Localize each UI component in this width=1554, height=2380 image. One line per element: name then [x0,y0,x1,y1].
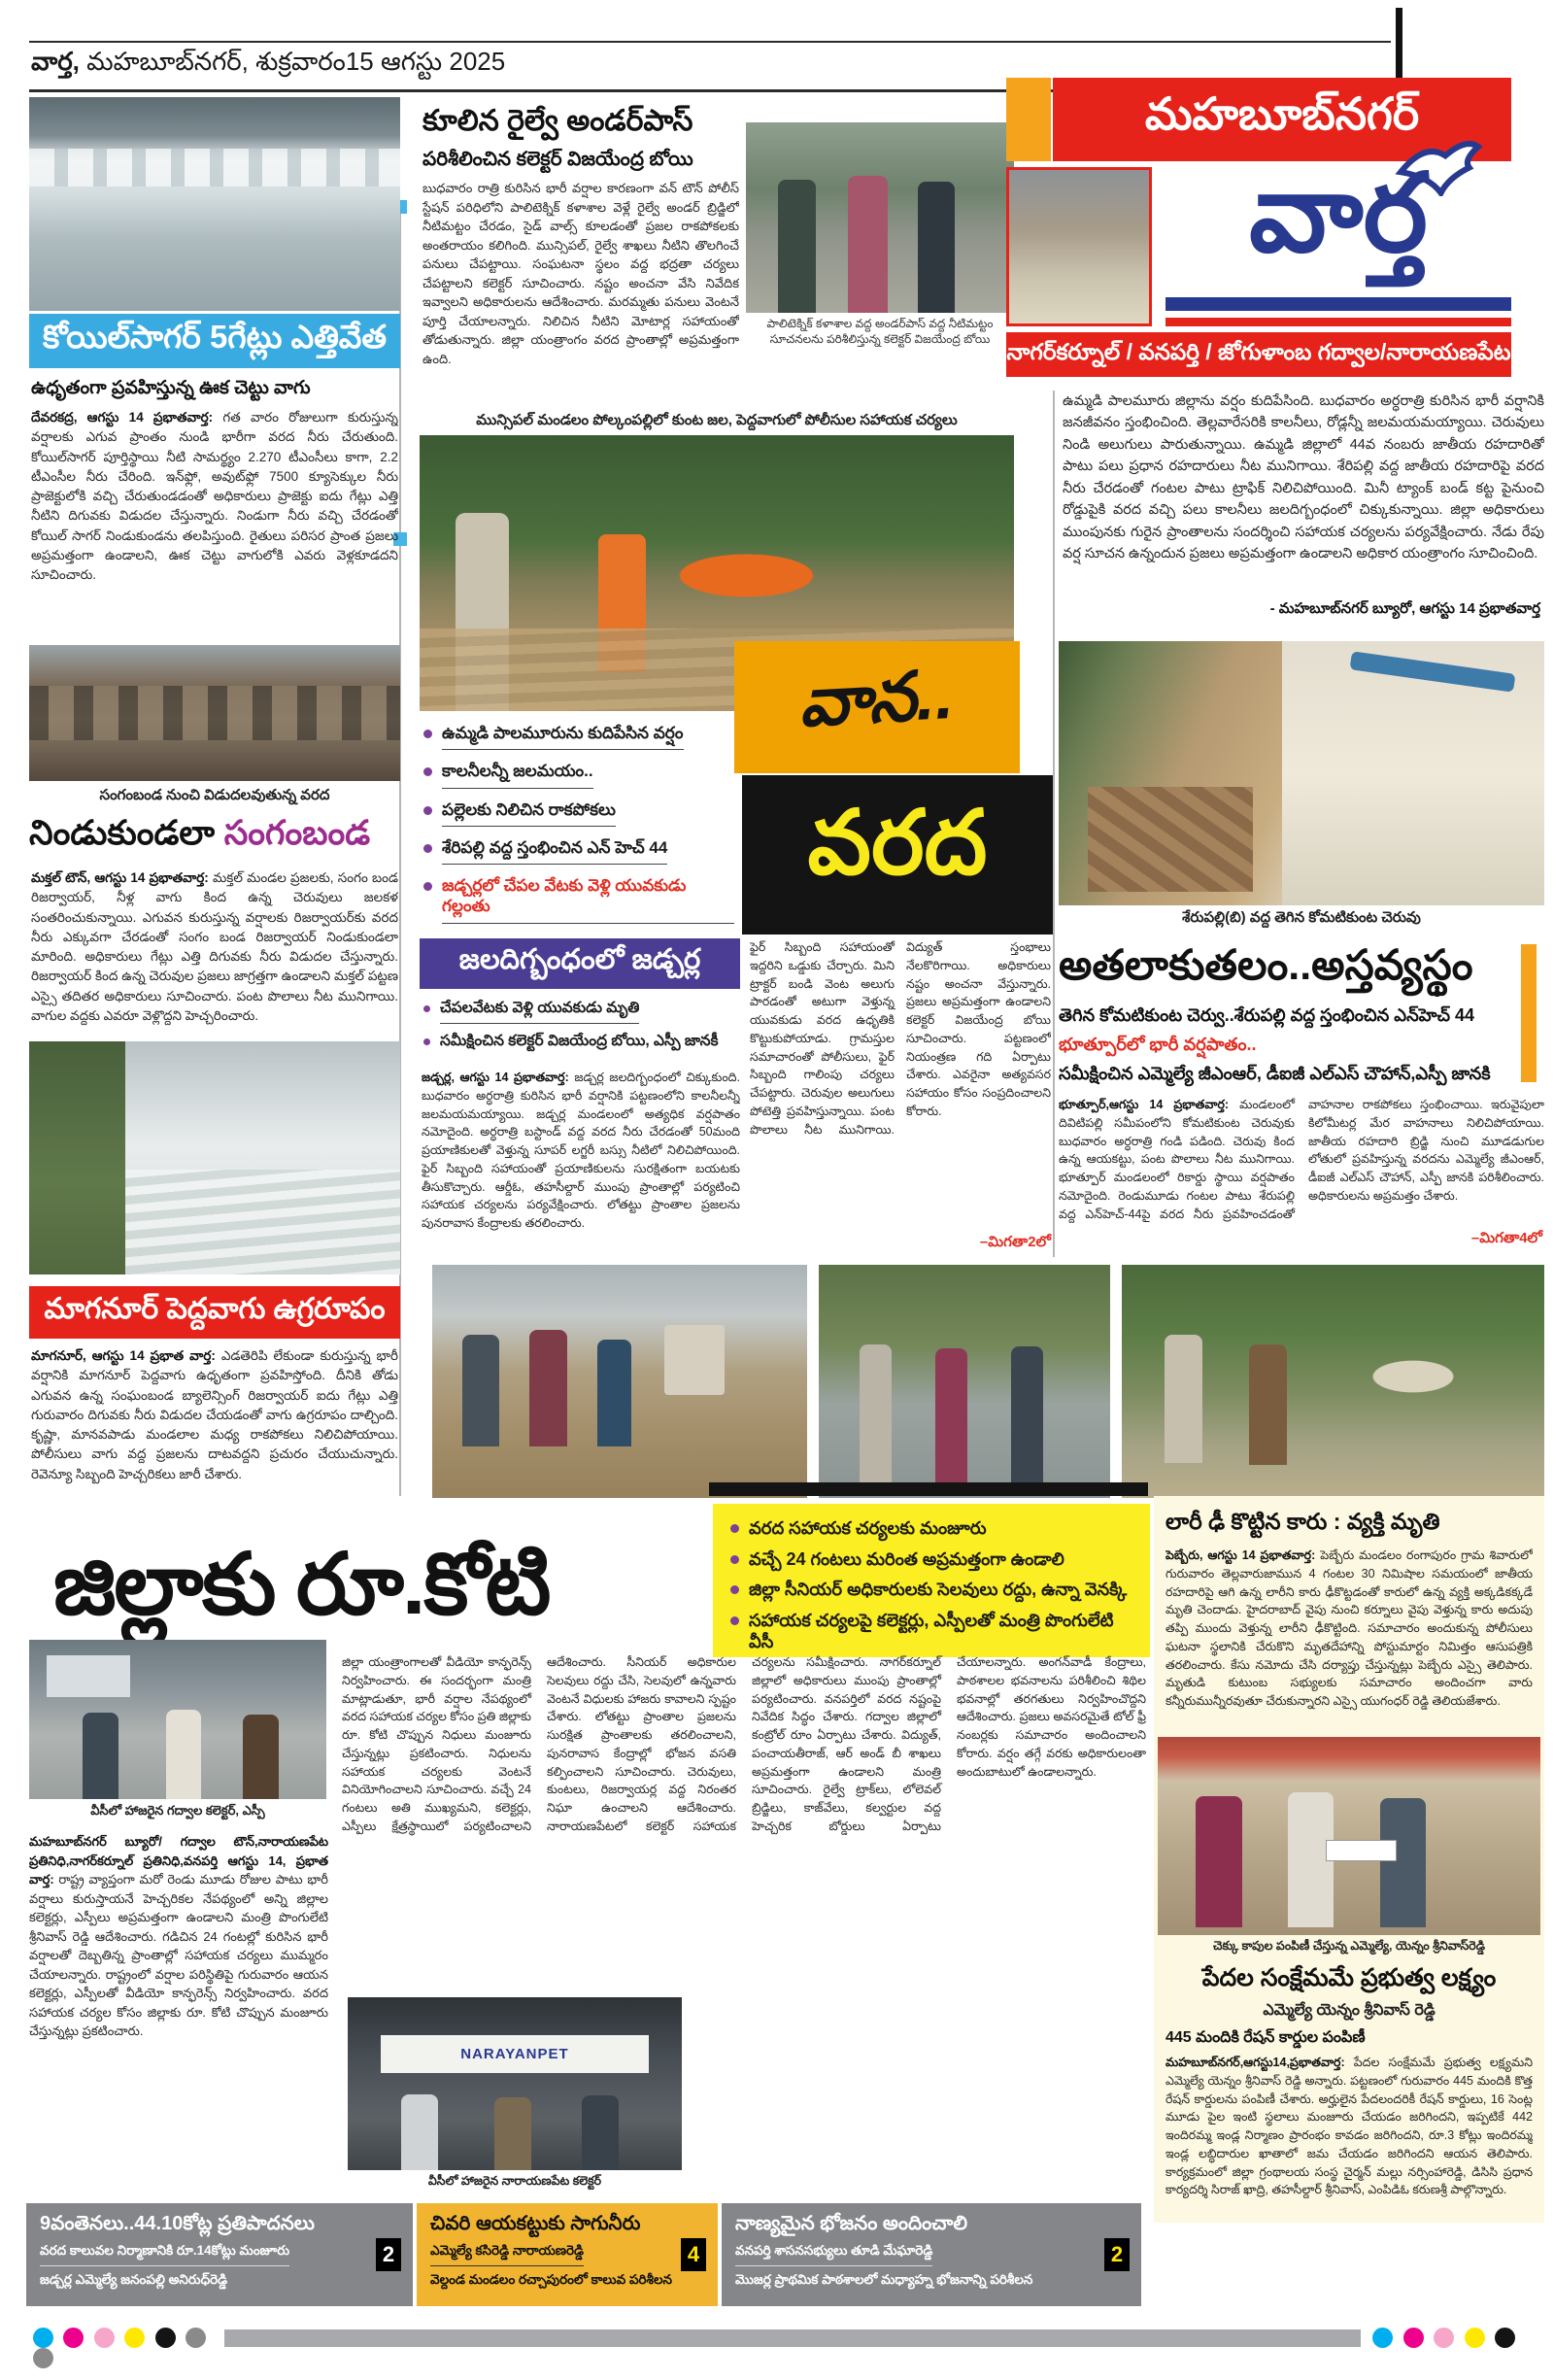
river-bank-foliage [29,1041,125,1275]
eroded-bund [1088,787,1253,893]
dam-gates-spray [29,149,400,187]
koyilsagar-headline: కోయిల్‌సాగర్ 5గేట్లు ఎత్తివేత [29,314,400,368]
registration-bar [224,2329,1361,2347]
masthead-orange-block [1006,78,1051,161]
koyilsagar-body: దేవరకద్ర, ఆగస్టు 14 ప్రభాతవార్త: గత వారం రోజులుగా కురుస్తున్న వర్షాలకు ఎగువ ప్రాంతం నుండి భారీగా వరద నీరు చేరుతుంది. కోయిల్‌సాగర్ పూర్తిస్థాయి నీటి సామర్థ్యం 2.270 టీఎంసీలు కాగా, 2.2 టీఎంసీల నీరు చేరింది. ఇన్‌ఫ్లో, అవుట్‌ఫ్లో 7500 క్యూసెక్కుల నీరు ప్రాజెక్టులోకి వచ్చి చేరుతుండడంతో అధికారులు ప్రాజెక్టు ఐదు గేట్లు ఎత్తి నీటిని దిగువకు విడుదల చేస్తున్నారు. నిండుగా నీరు వచ్చి చేరడంతో కోయిల్ సాగర్ నిండుకుండను తలపిస్తుంది. రైతులు పరిసర ప్రాంత ప్రజలు అప్రమత్తంగా ఉండాలని, ఊక చెట్టు వాగులోకి ఎవరు వెళ్లకూడదని సూచించారు. [31,410,398,582]
list-item: శేరిపల్లి వద్ద స్తంభించిన ఎన్ హెచ్ 44 [422,837,734,865]
continuation-marker: –మిగతా4లో [1470,1230,1542,1246]
gray-dot-icon [186,2328,206,2348]
list-item: సమీక్షించిన కలెక్టర్ విజయేంద్ర బోయి, ఎస్పీ జానకీ [422,1032,740,1056]
district-lead-body: ఉమ్మడి పాలమూరు జిల్లాను వర్షం కుదిపేసింది. బుధవారం అర్ధరాత్రి కురిసిన భారీ వర్షానికి జనజీవనం స్తంభించింది. తెల్లవారేసరికి కాలనీలు, రోడ్లన్నీ జలమయమయ్యాయి. చెరువులు నిండి అలుగులు పారుతున్నాయి. ఉమ్మడి జిల్లాలో 44వ నంబరు జాతీయ రహదారితో పాటు పలు ప్రధాన రహదారులు నీట మునిగాయి. శేరిపల్లి వద్ద జాతీయ రహదారిపై వరద నీరు చేరడంతో గంటల పాటు ట్రాఫిక్ నిలిచిపోయింది. మినీ ట్యాంక్ బండ్ కట్ట పైనుంచి రోడ్డుపైకి వరద వచ్చి పలు కాలనీలు జలదిగ్బంధంలో చిక్కుకున్నాయి. జిల్లా అధికారులు ముంపునకు గురైన ప్రాంతాలను సందర్శించి సహాయక చర్యలను పర్యవేక్షించారు. నేడు రేపు వర్ష సూచన ఉన్నందున ప్రజలు అప్రమత్తంగా ఉండాలని అధికార యంత్రాంగం సూచించింది. [1063,393,1544,562]
atalakutalam-subhead-1: తెగిన కోమటికుంట చెర్వు..శేరుపల్లి వద్ద స్తంభించిన ఎన్‌హెచ్ 44 [1059,1005,1475,1025]
strip-title: నాణ్యమైన భోజనం అందించాలి [735,2213,968,2234]
screen-panel [47,1655,130,1697]
koyilsagar-dateline: దేవరకద్ర, ఆగస్టు 14 ప్రభాతవార్త: [31,410,214,425]
masthead-district: మహబూబ్‌నగర్ [1053,78,1511,161]
officer-figure [243,1715,279,1799]
bullet-dot-icon [423,1038,430,1045]
brand-logo-text: వార్త [1249,153,1428,274]
officer-figure [494,2097,531,2170]
flood-river-photo [29,1041,400,1275]
officials-road-photo [819,1265,1110,1498]
bullet-dot-icon [423,1005,430,1012]
sangambanda-headline: నిండుకుండలా సంగంబండ [29,814,371,852]
bullet-dot-icon [730,1555,739,1564]
cyan-dot-icon [1372,2328,1393,2348]
strip-line: వెల్దండ మండలం రచ్చాపురంలో కాలువ పరిశీలన [430,2272,673,2287]
page-ref-badge: 2 [376,2238,401,2271]
strip-box-bridges [26,2203,413,2306]
collector-figure [166,1710,202,1799]
strip-box-irrigation [417,2203,718,2306]
bullet-dot-icon [730,1524,739,1533]
koyilsagar-dam-photo [29,97,400,311]
black-dot-icon [155,2328,176,2348]
continuation-marker: –మిగతా2లో [979,1234,1051,1250]
sangambanda-dateline: మక్తల్ టౌన్, ఆగస్టు 14 ప్రభాతవార్త: [31,870,209,885]
masthead-dam-thumbnail [1006,167,1152,326]
list-item: చేపలవేటకు వెళ్లి యువకుడు మృతి [422,999,740,1024]
black-dot-icon [1495,2328,1515,2348]
list-item: సహాయక చర్యలపై కలెక్టర్లు, ఎస్పీలతో మంత్రి పొంగులేటి వీసీ [728,1610,1134,1653]
person-figure [1249,1344,1287,1466]
jadcherla-bullets [422,999,740,1061]
breached-tank-caption: శేరుపల్లి(బి) వద్ద తెగిన కోమటికుంట చెరువు [1182,909,1421,926]
section-divider-bar [709,1482,1148,1496]
atalakutalam-subhead-2: భూత్పూర్‌లో భారీ వర్షపాతం.. [1059,1035,1257,1054]
lead-bullet-list [422,723,734,933]
list-item: పల్లెలకు నిలిచిన రాకపోకలు [422,799,734,827]
jadcherla-overflow-columns: ఫైర్ సిబ్బంది సహాయంతో ఇద్దరిని ఒడ్డుకు చేర్చారు. మిని ట్రాక్టర్ బండి వెంట అలుగు పారడంతో అటుగా వెళ్తున్న యువకుడు వరద ఉధృతికి కొట్టుకుపోయాడు. గ్రామస్తుల సమాచారంతో పోలీసులు, ఫైర్ సిబ్బంది గాలింపు చర్యలు చేపట్టారు. చెరువుల అలుగులు పోటెత్తి ప్రవహిస్తున్నాయి. పంట పొలాలు నీట మునిగాయి. విద్యుత్ స్తంభాలు నేలకొరిగాయి. అధికారులు నష్టం అంచనా వేస్తున్నారు. ప్రజలు అప్రమత్తంగా ఉండాలని కలెక్టర్ విజయేంద్ర బోయి సూచించారు. పట్టణంలో నియంత్రణ గది ఏర్పాటు చేశారు. ఎవరైనా అత్యవసర సహాయం కోసం సంప్రదించాలని కోరారు. [750,940,1051,1137]
masthead-regions: నాగర్‌కర్నూల్ / వనపర్తి / జోగుళాంబ గద్వాల/నారాయణపేట [1006,332,1511,377]
welfare-dateline: మహబూబ్‌నగర్,ఆగస్టు14,ప్రభాతవార్త: [1166,2056,1345,2069]
atalakutalam-headline: అతలాకుతలం..అస్తవ్యస్థం [1059,942,1473,989]
crore-headline: జిల్లాకు రూ.కోటి [53,1536,550,1632]
logo-underline-red [1166,318,1511,326]
edition-brand: వార్త, [31,47,80,76]
bullet-dot-icon [730,1616,739,1625]
gray-dot-icon [33,2348,53,2368]
underpass-subhead: పరిశీలించిన కలెక్టర్ విజయేంద్ర బోయి [422,149,693,170]
officer-figure [582,2095,619,2170]
welfare-subhead: ఎమ్మెల్యే యెన్నం శ్రీనివాస్ రెడ్డి [1263,2002,1436,2019]
lead-headline-top: వాన.. [796,656,957,741]
officer-figure [83,1713,118,1799]
banner-text: NARAYANPET [381,2035,648,2073]
lead-headline-bottom: వరద [807,794,988,893]
list-item: ఉమ్మడి పాలమూరును కుదిపేసిన వర్షం [422,723,734,750]
person-figure [1196,1796,1241,1927]
page-number [1396,8,1402,82]
strip-line: మొజర్ల ప్రాథమిక పాఠశాలలో మధ్యాహ్న భోజనాన్ని పరిశీలన [735,2272,1033,2287]
bullet-dot-icon [423,730,432,738]
strip-box-meals [722,2203,1141,2306]
pink-dot-icon [1434,2328,1454,2348]
edition-line [31,47,1002,85]
person-figure [778,180,816,313]
white-water [125,1170,400,1275]
cheque-photo-caption: చెక్కు కాపుల పంపిణీ చేస్తున్న ఎమ్మెల్యే, యెన్నం శ్రీనివాస్‌రెడ్డి [1213,1939,1485,1953]
magenta-dot-icon [1403,2328,1424,2348]
narayanpet-vc-photo [348,1997,682,2170]
strip-line: జడ్చర్ల ఎమ్మెల్యే జనంపల్లి అనిరుధ్‌రెడ్డి [40,2272,228,2287]
lorry-body: పెబ్బేరు, ఆగస్టు 14 ప్రభాతవార్త: పెబ్బేరు మండలం రంగాపురం గ్రామ శివారులో గురువారం తెల్లవారుజామున 4 గంటల 30 నిమిషాల సమయంలో జాతీయ రహదారిపై ఆగి ఉన్న లారీని కారు ఢీకొట్టడంతో కారులో ఉన్న వ్యక్తి అక్కడికక్కడే మృతి చెందాడు. హైదరాబాద్ వైపు నుంచి కర్నూలు వైపు వెళ్తున్న కారు అదుపు తప్పి ముందు వెళ్తున్న లారీని ఢీకొట్టింది. సమాచారం అందుకున్న పోలీసులు ఘటనా స్థలానికి చేరుకొని మృతదేహాన్ని పోస్టుమార్టం నిమిత్తం ఆసుపత్రికి తరలించారు. కేసు నమోదు చేసి దర్యాప్తు చేస్తున్నట్లు పెబ్బేరు ఎస్సై తెలిపారు. మృతుడి కుటుంబ సభ్యులకు సమాచారం అందించగా వారు కన్నీరుమున్నీరవుతూ చేరుకున్నారని ఎస్సై యుగంధర్ రెడ్డి తెలియజేశారు. [1166,1548,1533,1708]
person-figure [918,182,956,313]
maganur-body: మాగనూర్, ఆగస్టు 14 ప్రభాత వార్త: ఎడతెరిపి లేకుండా కురుస్తున్న భారీ వర్షానికి మాగనూర్ పెద్దవాగు ఉధృతంగా ప్రవహిస్తోంది. దీనికి తోడు ఎగువన ఉన్న సంఘంబండ బ్యాలెన్సింగ్ రిజర్వాయర్ ఐదు గేట్లు ఎత్తి గురువారం దిగువకు నీరు విడుదల చేయడంతో వాగు ఉగ్రరూపం దాల్చింది. కృష్ణా, మానవపాడు మండలాల మధ్య రాకపోకలు నిలిచిపోయాయి. పోలీసులు వాగు వద్ద ప్రజలను దాటవద్దని ప్రచురం చేయుచున్నారు. రెవెన్యూ సిబ్బంది హెచ్చరికలు జారీ చేశారు. [31,1348,398,1481]
right-column-divider [1053,391,1055,1257]
edition-rest: మహబూబ్‌నగర్, శుక్రవారం15 ఆగస్టు 2025 [79,47,506,76]
brand-logo [1166,142,1511,332]
bullet-dot-icon [423,806,432,815]
field-rescue-photo [1122,1265,1544,1498]
atalakutalam-body: భూత్పూర్,ఆగస్టు 14 ప్రభాతవార్త: మండలంలో దివిటిపల్లి సమీపంలోని కోమటికుంట చెరువుకు బుధవారం అర్ధరాత్రి గండి పడింది. చెరువు కింద ఉన్న ఆయకట్టు, పంట పొలాలు నీట మునిగాయి. భూత్పూర్ మండలంలో రికార్డు స్థాయి వర్షపాతం నమోదైంది. రెండుమూడు గంటల పాటు శేరుపల్లి వద్ద ఎన్‌హెచ్-44పై వరద నీరు ప్రవహించడంతో వాహనాల రాకపోకలు స్తంభించాయి. ఇరువైపులా కిలోమీటర్ల మేర వాహనాలు నిలిచిపోయాయి. జాతీయ రహదారి బ్రిడ్జి నుంచి మూడడుగుల లోతులో ప్రవహిస్తున్న వరదను ఎమ్మెల్యే జీఎంఆర్, డీఐజీ ఎల్‌ఎస్ చౌహాన్, ఎస్పీ జానకి పరిశీలించారు. అధికారులను అప్రమత్తం చేశారు. [1059,1098,1544,1221]
crore-body-columns: జిల్లా యంత్రాంగాలతో వీడియో కాన్ఫరెన్స్ నిర్వహించారు. ఈ సందర్భంగా మంత్రి మాట్లాడుతూ, భారీ వర్షాల నేపథ్యంలో వరద సహాయక చర్యల కోసం ప్రతి జిల్లాకు రూ. కోటి చొప్పున నిధులు మంజూరు చేస్తున్నట్లు ప్రకటించారు. నిధులను సహాయక చర్యలకు వెంటనే వినియోగించాలని సూచించారు. వచ్చే 24 గంటలు అతి ముఖ్యమని, కలెక్టర్లు, ఎస్పీలు క్షేత్రస్థాయిలో పర్యటించాలని ఆదేశించారు. సీనియర్ అధికారుల సెలవులు రద్దు చేసి, సెలవులో ఉన్నవారు వెంటనే విధులకు హాజరు కావాలని స్పష్టం చేశారు. లోతట్టు ప్రాంతాల ప్రజలను సురక్షిత ప్రాంతాలకు తరలించాలని, పునరావాస కేంద్రాల్లో భోజన వసతి కల్పించాలని సూచించారు. చెరువులు, కుంటలు, రిజర్వాయర్ల వద్ద నిరంతర నిఘా ఉంచాలని ఆదేశించారు. నారాయణపేటలో కలెక్టర్ సహాయక చర్యలను సమీక్షించారు. నాగర్‌కర్నూల్ జిల్లాలో అధికారులు ముంపు ప్రాంతాల్లో పర్యటించారు. వనపర్తిలో వరద నష్టంపై నివేదిక సిద్ధం చేశారు. గద్వాల జిల్లాలో కంట్రోల్ రూం ఏర్పాటు చేశారు. విద్యుత్, పంచాయతీరాజ్, ఆర్ అండ్ బీ శాఖలు అప్రమత్తంగా ఉండాలని మంత్రి సూచించారు. రైల్వే ట్రాక్‌లు, లోలెవల్ బ్రిడ్జిలు, కాజ్‌వేలు, కల్వర్టుల వద్ద హెచ్చరిక బోర్డులు ఏర్పాటు చేయాలన్నారు. అంగన్‌వాడీ కేంద్రాలు, పాఠశాలల భవనాలను పరిశీలించి శిథిల భవనాల్లో తరగతులు నిర్వహించొద్దని ఆదేశించారు. ప్రజలు అవసరమైతే టోల్ ఫ్రీ నంబర్లకు సమాచారం అందించాలని కోరారు. వర్షం తగ్గే వరకు అధికారులంతా అందుబాటులో ఉండాలన్నారు. [342,1655,1146,1833]
atalakutalam-subhead-3: సమీక్షించిన ఎమ్మెల్యే జీఎంఆర్, డీఐజీ ఎల్‌ఎస్ చౌహాన్,ఎస్పీ జానకి [1059,1064,1491,1083]
underpass-body: బుధవారం రాత్రి కురిసిన భారీ వర్షాల కారణంగా వన్ టౌన్ పోలీస్ స్టేషన్ పరిధిలోని పాలిటెక్నిక్ కళాశాల వెళ్లే రైల్వే అండర్ బ్రిడ్జిలో నీటిమట్టం చేరడం, సైడ్ వాల్స్ కూలడంతో ప్రజల రాకపోకలకు అంతరాయం కలిగింది. మున్సిపల్, రైల్వే శాఖలు నీటిని తొలగించే పనులు చేపట్టాయి. సంఘటనా స్థలం వద్ద భద్రతా చర్యలు చేపట్టాలని కలెక్టర్ సూచించారు. నష్టం అంచనా వేసి నివేదిక ఇవ్వాలని అధికారులను ఆదేశించారు. మరమ్మతు పనులు వెంటనే పూర్తి చేయాలన్నారు. నిలిచిన నీటిని మోటార్ల సహాయంతో తోడుతున్నారు. జిల్లా యంత్రాంగం వరద ప్రాంతాల్లో అప్రమత్తంగా ఉంది. [422,181,739,366]
crore-highlights-box [713,1504,1150,1657]
list-item: జడ్చర్లలో చేపల వేటకు వెళ్లి యువకుడు గల్లంతు [422,875,734,924]
yellow-dot-icon [124,2328,145,2348]
strip-line: వరద కాలువల నిర్మాణానికి రూ.14కోట్లు మంజూరు [40,2243,289,2266]
strip-title: చివరి ఆయకట్టుకు సాగునీరు [430,2213,641,2234]
strip-line: ఎమ్మెల్యే కసిరెడ్డి నారాయణరెడ్డి [430,2243,584,2266]
bullet-dot-icon [423,767,432,776]
lead-headline-bottom-box [742,775,1053,935]
strip-title: 9వంతెనలు..44.10కోట్ల ప్రతిపాదనలు [40,2213,315,2234]
person-figure [848,176,888,313]
page-ref-badge: 2 [1104,2238,1130,2271]
sangambanda-body: మక్తల్ టౌన్, ఆగస్టు 14 ప్రభాతవార్త: మక్తల్ మండల ప్రజలకు, సంగం బండ రిజర్వాయర్, నీళ్ల వాగు కింద ఉన్న చెరువులు జలకళ సంతరించుకున్నాయి. ఎగువన కురుస్తున్న వర్షాలకు రిజర్వాయర్‌కు వరద నీరు ఎక్కువగా చేరడంతో సంగం బండ రిజర్వాయర్ నిండుకుండలా మారింది. అధికారులు గేట్లు ఎత్తి దిగువకు నీరు విడుదల చేస్తున్నారు. రిజర్వాయర్ కింద ఉన్న చెరువుల ప్రజలు జాగ్రత్తగా ఉండాలని మక్తల్ పట్టణ ఎస్సై తదితర అధికారులు సూచించారు. పంట పొలాలు నీట మునిగాయి. వాగుల వద్దకు ఎవరూ వెళ్లొద్దని హెచ్చరించారు. [31,870,398,1023]
person-figure [529,1330,567,1446]
strip-line: వనపర్తి శాసనసభ్యులు తూడి మేఘారెడ్డి [735,2243,932,2266]
list-item: జిల్లా సీనియర్ అధికారులకు సెలవులు రద్దు, ఉన్నా వెనక్కి [728,1579,1134,1601]
gadwal-vc-photo [29,1640,326,1799]
jadcherla-dateline: జడ్చర్ల, ఆగస్టు 14 ప్రభాతవార్త: [422,1071,569,1084]
header-top-rule [29,41,1391,43]
logo-underline-navy [1166,297,1511,311]
police-figure [1165,1335,1202,1463]
crore-byline-intro: మహబూబ్‌నగర్ బ్యూరో/ గద్వాల టౌన్,నారాయణపేట ప్రతినిధి,నాగర్‌కర్నూల్ ప్రతినిధి,వనపర్తి ఆగస్టు 14, ప్రభాత వార్త: [29,1834,328,1887]
cheque-paper [1326,1840,1397,1861]
maganur-headline: మాగనూర్ పెద్దవాగు ఉగ్రరూపం [29,1286,400,1339]
person-figure [935,1348,967,1483]
jadcherla-headline: జలదిగ్బంధంలో జడ్చర్ల [420,938,740,989]
list-item: వరద సహాయక చర్యలకు మంజూరు [728,1517,1134,1540]
collector-inspection-photo [746,122,1014,313]
list-item: వచ్చే 24 గంటలు మరింత అప్రమత్తంగా ఉండాలి [728,1548,1134,1571]
registration-marks [33,2328,1540,2351]
list-item: కాలనీలన్నీ జలమయం.. [422,761,734,788]
bullet-dot-icon [423,882,432,891]
boat-photo-caption: మున్సిపల్ మండలం పోల్కంపల్లిలో కుంట జల, పెద్దవాగులో పోలీసుల సహాయక చర్యలు [476,412,958,428]
collector-photo-caption: పాలిటెక్నిక్ కళాశాల వద్ద అండర్‌పాస్ వద్ద నీటిమట్టం సూచనలను పరిశీలిస్తున్న కలెక్టర్ విజయేంద్ర బోయి [766,317,994,346]
flood-patch [1367,1358,1460,1395]
welfare-lead-line: 445 మందికి రేషన్ కార్డుల పంపిణీ [1166,2029,1366,2046]
gadwal-vc-caption: వీసీలో హాజరైన గద్వాల కలెక్టర్, ఎస్పీ [90,1803,265,1818]
pink-dot-icon [94,2328,115,2348]
lorry-dateline: పెబ్బేరు, ఆగస్టు 14 ప్రభాతవార్త: [1166,1548,1316,1562]
bullet-dot-icon [730,1585,739,1594]
officer-figure [860,1344,892,1484]
sangambanda-photo-caption: సంగంబండ నుంచి విడుదలవుతున్న వరద [99,787,330,803]
dam-wall-texture [29,686,400,740]
person-figure [1011,1346,1043,1484]
person-figure [1380,1798,1426,1927]
breached-tank-photo [1059,641,1544,905]
collector-figure [401,2094,438,2170]
sangambanda-dam-photo [29,645,400,781]
magenta-dot-icon [63,2328,84,2348]
person-figure [462,1335,500,1446]
lorry-headline: లారీ ఢీ కొట్టిన కారు : వ్యక్తి మృతి [1166,1509,1440,1534]
page-ref-badge: 4 [681,2238,706,2271]
narayanpet-vc-caption: వీసీలో హాజరైన నారాయణపేట కలెక్టర్ [427,2174,602,2188]
bullet-dot-icon [423,844,432,853]
lead-headline-top-box [734,641,1020,773]
headline-accent-bar [1521,944,1537,1082]
rescue-boat [669,551,824,600]
welfare-body: మహబూబ్‌నగర్,ఆగస్టు14,ప్రభాతవార్త: పేదల సంక్షేమమే ప్రభుత్వ లక్ష్యమని ఎమ్మెల్యే యెన్నం శ్రీనివాస్ రెడ్డి అన్నారు. పట్టణంలో గురువారం 445 మందికి కొత్త రేషన్ కార్డులను పంపిణీ చేశారు. అర్హులైన పేదలందరికీ రేషన్ కార్డులు, 16 సెంట్ల మూడు పైల ఇంటి స్థలాలు మంజూరు చేయడం జరిగిందని, ఇప్పటికే 442 ఇందిరమ్మ ఇండ్ల నిర్మాణం ప్రారంభం కావడం జరిగిందని, రూ.3 కోట్లు ఇందిరమ్మ ఇండ్ల లబ్ధిదారుల ఖాతాలో జమ చేయడం జరిగిందని ఆయన తెలిపారు. కార్యక్రమంలో జిల్లా గ్రంథాలయ సంస్థ చైర్మన్ మల్లు నర్సింహారెడ్డి, డిసిసి ప్రధాన కార్యదర్శి సిరాజ్ ఖాద్రి, తహసీల్దార్ శ్రీనివాస్, ఎంపిడిఓ కరుణశ్రీ పాల్గొన్నారు. [1166,2056,1533,2197]
jadcherla-body: జడ్చర్ల, ఆగస్టు 14 ప్రభాతవార్త: జడ్చర్ల జలదిగ్బంధంలో చిక్కుకుంది. బుధవారం అర్ధరాత్రి కురిసిన భారీ వర్షానికి పట్టణంలోని కాలనీలన్నీ జలమయమయ్యాయి. జడ్చర్ల మండలంలో అత్యధిక వర్షపాతం నమోదైంది. అర్ధరాత్రి బస్టాండ్ వద్ద వరద నీరు చేరడంతో 50మంది ప్రయాణికులతో వెళ్తున్న సూపర్ లగ్జరీ బస్సు నీటిలో నిలిచిపోయింది. ఫైర్ సిబ్బంది సహాయంతో ప్రయాణికులను సురక్షితంగా బయటకు తీసుకొచ్చారు. ఆర్డీఓ, తహసీల్దార్ ముంపు ప్రాంతాల్లో పర్యటించి సహాయక చర్యలను పర్యవేక్షించారు. లోతట్టు ప్రాంతాల ప్రజలను పునరావాస కేంద్రాలకు తరలించారు. [422,1071,740,1230]
cheque-distribution-photo [1158,1737,1540,1935]
cyan-dot-icon [33,2328,53,2348]
district-lead-byline: - మహబూబ్‌నగర్ బ్యూరో, ఆగస్టు 14 ప్రభాతవార్త [1269,600,1540,617]
koyilsagar-subhead: ఉధృతంగా ప్రవహిస్తున్న ఊక చెట్టు వాగు [31,378,311,398]
crore-left-column: మహబూబ్‌నగర్ బ్యూరో/ గద్వాల టౌన్,నారాయణపేట ప్రతినిధి,నాగర్‌కర్నూల్ ప్రతినిధి,వనపర్తి ఆగస్టు 14, ప్రభాత వార్త: రాష్ట్ర వ్యాప్తంగా మరో రెండు మూడు రోజుల పాటు భారీ వర్షాలు కురుస్తాయనే హెచ్చరికల నేపథ్యంలో అన్ని జిల్లాల కలెక్టర్లు, ఎస్పీలు అప్రమత్తంగా ఉండాలని మంత్రి పొంగులేటి శ్రీనివాస్ రెడ్డి ఆదేశించారు. గడిచిన 24 గంటల్లో కురిసిన భారీ వర్షాలతో దెబ్బతిన్న ప్రాంతాల్లో సహాయక చర్యలు ముమ్మరం చేయాలన్నారు. రాష్ట్రంలో వర్షాల పరిస్థితిపై గురువారం ఆయన కలెక్టర్లు, ఎస్పీలతో వీడియో కాన్ఫరెన్స్ నిర్వహించారు. వరద సహాయక చర్యల కోసం జిల్లాకు రూ. కోటి చొప్పున మంజూరు చేస్తున్నట్లు ప్రకటించారు. [29,1834,328,2038]
underpass-headline: కూలిన రైల్వే అండర్‌పాస్ [422,105,693,137]
people-wading-photo [432,1265,807,1498]
atalakutalam-dateline: భూత్పూర్,ఆగస్టు 14 ప్రభాతవార్త: [1059,1098,1230,1111]
truck-shape [664,1325,725,1395]
person-figure [597,1340,631,1446]
yellow-dot-icon [1465,2328,1485,2348]
maganur-dateline: మాగనూర్, ఆగస్టు 14 ప్రభాత వార్త: [31,1348,216,1363]
welfare-headline: పేదల సంక్షేమమే ప్రభుత్వ లక్ష్యం [1201,1964,1497,1991]
